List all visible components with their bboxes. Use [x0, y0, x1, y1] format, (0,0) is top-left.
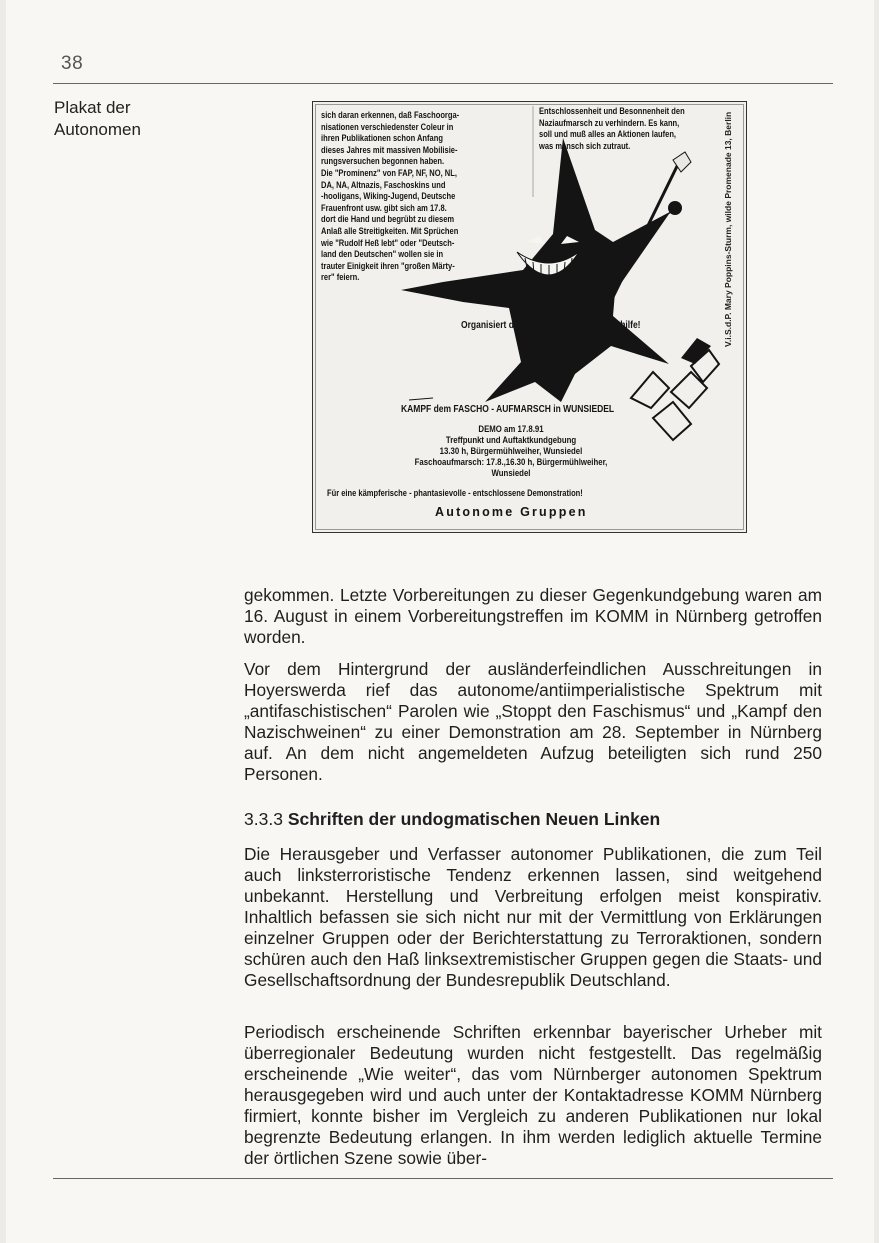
paragraph-1: gekommen. Letzte Vorbereitungen zu dieser Gegenkundgebung waren am 16. August in einem Vorbereitungstreffen im KOMM in Nürnberg getroffen worden. [244, 585, 822, 647]
page-number: 38 [61, 53, 84, 74]
poster-left-column: sich daran erkennen, daß Faschoorga- nisationen verschiedenster Coleur in ihren Publikationen schon Anfang dieses Jahres mit massiven Mobilisie- rungsversuchen begonnen haben. Die "Prominenz" von FAP, NF, NO, NL, DA, NA, Altnazis, Faschoskins und -hooligans, Wiking-Jugend, Deutsche Frauenfront usw. gibt sich am 17.8. dort die Hand und begrübt zu diesem Anlaß alle Streitigkeiten. Mit Sprüchen wie "Rudolf Heß lebt" oder "Deutsch- land den Deutschen" wollen sie in trauter Einigkeit ihren "großen Märty- rer" feiern. [321, 110, 460, 283]
figure-caption: Plakat der Autonomen [54, 98, 141, 139]
paragraph-3: Die Herausgeber und Verfasser autonomer Publikationen, die zum Teil auch linksterroristische Tendenz erkennen lassen, sind weitgehend unbekannt. Herstellung und Verbreitung erfolgen meist konspirativ. Inhaltlich befassen sie sich nicht nur mit der Vermittlung von Erklärungen einzelner Gruppen oder der Berichterstattung zu Terroraktionen, sondern schüren auch den Haß linksextremistischer Gruppen gegen die Staats- und Gesellschaftsordnung der Bundesrepublik Deutschland. [244, 844, 822, 990]
section-heading [244, 809, 660, 830]
poster-call: Für eine kämpferische - phantasievolle - entschlossene Demonstration! [327, 488, 583, 498]
poster-demo-info: DEMO am 17.8.91 Treffpunkt und Auftaktkundgebung 13.30 h, Bürgermühlweiher, Wunsiedel Faschoaufmarsch: 17.8.,16.30 h, Bürgermühlweiher, Wunsiedel [414, 424, 608, 478]
poster-right-column: Entschlossenheit und Besonnenheit den Naziaufmarsch zu verhindern. Es kann, soll und muß alles an Aktionen laufen, was mensch sich zutraut. [539, 106, 685, 151]
document-page [6, 0, 874, 1243]
section-title: Schriften der undogmatischen Neuen Linken [287, 809, 661, 829]
shard [681, 338, 711, 364]
section-number: 3.3.3 [244, 809, 283, 829]
poster-imprint: V.i.S.d.P. Mary Poppins-Sturm, wilde Promenade 13, Berlin [723, 111, 733, 347]
poster-signature: Autonome Gruppen [435, 505, 588, 519]
poster-image [312, 101, 747, 533]
paragraph-4: Periodisch erscheinende Schriften erkennbar bayerischer Urheber mit überregionaler Bedeutung wurden nicht festgestellt. Das regelmäßig erscheinende „Wie weiter“, das vom Nürnberger autonomen Spektrum herausgegeben wird und auch unter der Kontaktadresse KOMM Nürnberg firmiert, konnte bisher im Vergleich zu anderen Publikationen nur lokal begrenzte Bedeutung erlangen. In ihm werden lediglich aktuelle Termine der örtlichen Szene sowie über- [244, 1022, 822, 1168]
fist [668, 201, 682, 215]
flag-pole [613, 154, 683, 297]
poster-slogan: Organisiert die antifaschistische Selbsthilfe! [461, 320, 641, 331]
footer-rule [53, 1178, 833, 1179]
paragraph-2: Vor dem Hintergrund der ausländerfeindlichen Ausschreitungen in Hoyerswerda rief das autonome/antiimperialistische Spektrum mit „antifaschistischen“ Parolen wie „Stoppt den Faschismus“ und „Kampf den Nazischweinen“ zu einer Demonstration am 28. September in Nürnberg auf. An dem nicht angemeldeten Aufzug beteiligten sich rund 250 Personen. [244, 659, 822, 784]
header-rule [53, 83, 833, 84]
broken-symbol [631, 350, 719, 440]
poster-headline: KAMPF dem FASCHO - AUFMARSCH in WUNSIEDEL [401, 404, 615, 415]
